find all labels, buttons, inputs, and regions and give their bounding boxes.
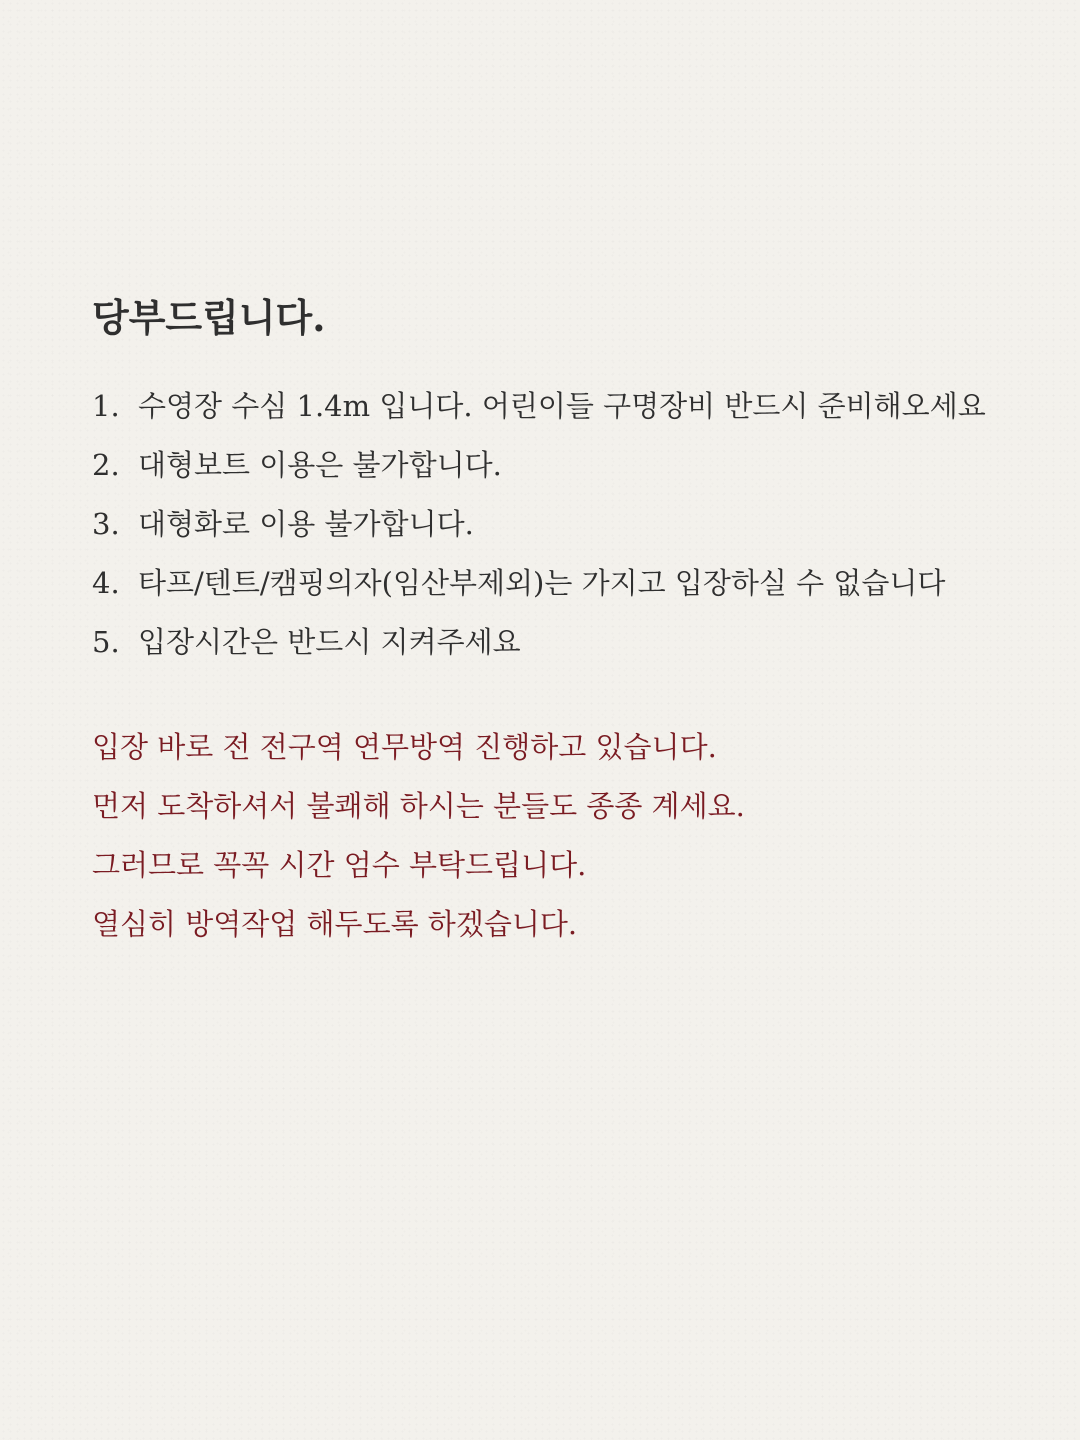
- rule-item: [92, 384, 1052, 443]
- rule-item: [92, 443, 1052, 502]
- rule-text: 타프/텐트/캠핑의자(임산부제외)는 가지고 입장하실 수 없습니다: [138, 566, 946, 600]
- rule-item: [92, 502, 1052, 561]
- rule-number: 5.: [92, 625, 120, 659]
- notice-content: [92, 286, 1052, 961]
- page-title: 당부드립니다.: [92, 295, 326, 340]
- rule-number: 4.: [92, 566, 120, 600]
- rule-text: 수영장 수심 1.4m 입니다. 어린이들 구명장비 반드시 준비해오세요: [138, 389, 986, 423]
- rule-item: [92, 620, 1052, 679]
- rule-number: 2.: [92, 448, 120, 482]
- rule-number: 1.: [92, 389, 120, 423]
- rule-text: 입장시간은 반드시 지켜주세요: [138, 625, 521, 659]
- rule-text: 대형화로 이용 불가합니다.: [138, 507, 474, 541]
- notice-line: 먼저 도착하셔서 불쾌해 하시는 분들도 종종 계세요.: [92, 789, 745, 823]
- notice-line: 그러므로 꼭꼭 시간 엄수 부탁드립니다.: [92, 848, 587, 882]
- notice-block: [92, 725, 1052, 961]
- notice-line: 열심히 방역작업 해두도록 하겠습니다.: [92, 907, 578, 941]
- rule-text: 대형보트 이용은 불가합니다.: [138, 448, 502, 482]
- notice-line: 입장 바로 전 전구역 연무방역 진행하고 있습니다.: [92, 730, 717, 764]
- rule-number: 3.: [92, 507, 120, 541]
- rules-list: [92, 384, 1052, 679]
- rule-item: [92, 561, 1052, 620]
